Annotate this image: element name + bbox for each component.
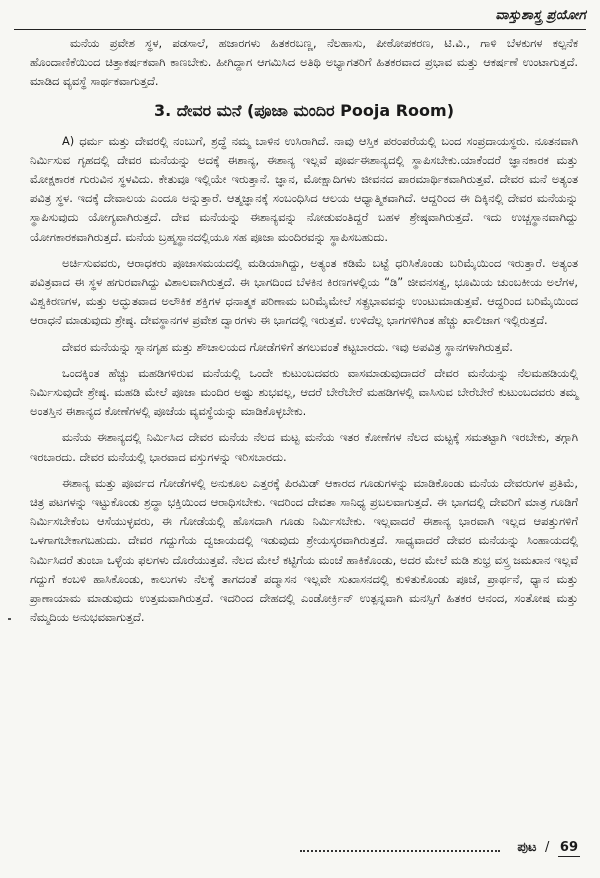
page-body bbox=[30, 34, 578, 634]
paragraph-5: ಮನೆಯ ಈಶಾನ್ಯದಲ್ಲಿ ನಿರ್ಮಿಸಿದ ದೇವರ ಮನೆಯ ನೆಲದ ಮಟ್ಟ ಮನೆಯ ಇತರ ಕೋಣೆಗಳ ನೆಲದ ಮಟ್ಟಕ್ಕೆ ಸಮತಟ್ಟಾಗಿ ಇರಬೇಕು, ತಗ್ಗಾಗಿ ಇರಬಾರದು. ದೇವರ ಮನೆಯಲ್ಲಿ ಭಾರವಾದ ವಸ್ತುಗಳನ್ನು ಇರಿಸಬಾರದು. bbox=[30, 430, 578, 464]
paragraph-intro: ಮನೆಯ ಪ್ರವೇಶ ಸ್ಥಳ, ಪಡಸಾಲೆ, ಹಜಾರಗಳು ಹಿತಕರಬಣ್ಣ, ನೆಲಹಾಸು, ಪೀಠೋಪಕರಣ, ಟಿ.ವಿ., ಗಾಳಿ ಬೆಳಕುಗಳ ಕಲ್ಪನೆಕ ಹೊಂದಾಣಿಕೆಯಿಂದ ಚಿತ್ತಾಕರ್ಷಕವಾಗಿ ಕಾಣಬೇಕು. ಹೀಗಿದ್ದಾಗ ಆಗಮಿಸಿದ ಅತಿಥಿ ಅಭ್ಯಾಗತರಿಗೆ ಹಿತಕರವಾದ ಪ್ರಭಾವ ಮತ್ತು ಆಕರ್ಷಣೆ ಉಂಟಾಗುತ್ತದೆ. ಮಾಡಿದ ವ್ಯವಸ್ಥೆ ಸಾರ್ಥಕವಾಗುತ್ತದೆ. bbox=[30, 36, 578, 89]
page-separator: / bbox=[544, 840, 550, 855]
paragraph-6: ಈಶಾನ್ಯ ಮತ್ತು ಪೂರ್ವದ ಗೋಡೆಗಳಲ್ಲಿ ಅನುಕೂಲ ಎತ್ತರಕ್ಕೆ ಪಿರಮಿಡ್ ಆಕಾರದ ಗೂಡುಗಳನ್ನು ಮಾಡಿಕೊಂಡು ಮನೆಯ ದೇವರುಗಳ ಪ್ರತಿಮೆ, ಚಿತ್ರ ಪಟಗಳನ್ನು ಇಟ್ಟುಕೊಂಡು ಶ್ರದ್ಧಾ ಭಕ್ತಿಯಿಂದ ಆರಾಧಿಸಬೇಕು. ಇದರಿಂದ ದೇವತಾ ಸಾನಿಧ್ಯ ಪ್ರಬಲವಾಗುತ್ತದೆ. ಈ ಭಾಗದಲ್ಲಿ ದೇವರಿಗೆ ಮಾತ್ರ ಗೂಡಿಗೆ ನಿರ್ಮಿಸಬೇಕೆಂಬ ಆಸೆಯುಳ್ಳವರು, ಈ ಗೋಡೆಯಲ್ಲಿ ಹೊಸದಾಗಿ ಗೂಡು ನಿರ್ಮಿಸಬೇಕು. ಇಲ್ಲವಾದರೆ ಈಶಾನ್ಯ ಭಾರವಾಗಿ ಇಲ್ಲದ ಆಪತ್ತುಗಳಿಗೆ ಒಳಗಾಗಬೇಕಾಗಬಹುದು. ದೇವರ ಗದ್ದುಗೆಯ ದ್ವಜಾಯದಲ್ಲಿ ಇಡುವುದು ಶ್ರೇಯಸ್ಕರವಾಗಿರುತ್ತದೆ. ಸಾಧ್ಯವಾದರೆ ದೇವರ ಮನೆಯನ್ನು ಸಿಂಹಾಯದಲ್ಲಿ ನಿರ್ಮಿಸಿದರೆ ತುಂಬಾ ಒಳ್ಳೆಯ ಫಲಗಳು ದೊರೆಯುತ್ತವೆ. ನೆಲದ ಮೇಲೆ ಕಟ್ಟಿಗೆಯ ಮಂಚೆ ಹಾಕಿಕೊಂಡು, ಅದರ ಮೇಲೆ ಮಡಿ ಶುಭ್ರ ವಸ್ತ್ರ ಜಮಖಾನ ಇಲ್ಲವೆ ಗದ್ದುಗೆ ಕಂಬಳಿ ಹಾಸಿಕೊಂಡು, ಕಾಲುಗಳು ನೆಲಕ್ಕೆ ತಾಗದಂತೆ ಪದ್ಮಾಸನ ಇಲ್ಲವೇ ಸುಖಾಸನದಲ್ಲಿ ಕುಳಿತುಕೊಂಡು ಪೂಜೆ, ಪ್ರಾರ್ಥನೆ, ಧ್ಯಾನ ಮತ್ತು ಪ್ರಾಣಾಯಾಮ ಮಾಡುವುದು ಉತ್ತಮವಾಗಿರುತ್ತದೆ. ಇದರಿಂದ ದೇಹದಲ್ಲಿ ಎಂಡೋರ್ಕ್ರಿನ್ ಉತ್ಪನ್ನವಾಗಿ ಮನಸ್ಸಿಗೆ ಹಿತಕರ ಆನಂದ, ಸಂತೋಷ ಮತ್ತು ನೆಮ್ಮದಿಯ ಅನುಭವವಾಗುತ್ತದೆ. bbox=[30, 475, 578, 625]
header-rule bbox=[14, 29, 586, 30]
running-header: ವಾಸ್ತುಶಾಸ್ತ್ರ ಪ್ರಯೋಗ bbox=[495, 8, 586, 23]
section-title: 3. ದೇವರ ಮನೆ (ಪೂಜಾ ಮಂದಿರ Pooja Room) bbox=[153, 100, 455, 120]
margin-mark bbox=[8, 618, 11, 620]
paragraph-3: ದೇವರ ಮನೆಯನ್ನು ಸ್ನಾನಗೃಹ ಮತ್ತು ಶೌಚಾಲಯದ ಗೋಡೆಗಳಿಗೆ ತಗಲುವಂತೆ ಕಟ್ಟಬಾರದು. ಇವು ಅಪವಿತ್ರ ಸ್ಥಾನಗಳಾಗಿರುತ್ತವೆ. bbox=[62, 339, 513, 354]
page-label: ಪುಟ bbox=[517, 840, 537, 855]
paragraph-2: ಅರ್ಚಿಸುವವರು, ಆರಾಧಕರು ಪೂಜಾಸಮಯದಲ್ಲಿ ಮಡಿಯಾಗಿದ್ದು, ಅತ್ಯಂತ ಕಡಿಮೆ ಬಟ್ಟೆ ಧರಿಸಿಕೊಂಡು ಬರಿಮೈಯಿಂದ ಇರುತ್ತಾರೆ. ಅತ್ಯಂತ ಪವಿತ್ರವಾದ ಈ ಸ್ಥಳ ಹಗುರವಾಗಿದ್ದು ವಿಶಾಲವಾಗಿರುತ್ತದೆ. ಈ ಭಾಗದಿಂದ ಬೆಳಕಿನ ಕಿರಣಗಳಲ್ಲಿಯ “ಡಿ” ಜೀವನಸತ್ವ, ಭೂಮಿಯ ಚುಂಬಕೀಯ ಅಲೆಗಳ, ವಿಶ್ವಕಿರಣಗಳ, ಮತ್ತು ಅದ್ಭುತವಾದ ಅಲೌಕಿಕ ಶಕ್ತಿಗಳ ಧನಾತ್ಮಕ ಪರಿಣಾಮ ಬರಿಮೈಮೇಲೆ ಸತ್ಪ್ರಭಾವವನ್ನು ಉಂಟುಮಾಡುತ್ತವೆ. ಆದ್ದರಿಂದ ಬರಿಮೈಯಿಂದ ಆರಾಧನೆ ಮಾಡುವುದು ಶ್ರೇಷ್ಠ. ದೇವಸ್ಥಾನಗಳ ಪ್ರವೇಶ ದ್ವಾರಗಳು ಈ ಭಾಗದಲ್ಲಿ ಇರುತ್ತವೆ. ಉಳಿದೆಲ್ಲ ಭಾಗಗಳಿಗಿಂತ ಹೆಚ್ಚು ಖಾಲಿಜಾಗ ಇಲ್ಲಿರುತ್ತದೆ. bbox=[30, 255, 578, 328]
footer-dotted-rule bbox=[300, 850, 500, 852]
paragraph-1: A) ಧರ್ಮ ಮತ್ತು ದೇವರಲ್ಲಿ ನಂಬುಗೆ, ಶ್ರದ್ಧೆ ನಮ್ಮ ಬಾಳಿನ ಉಸಿರಾಗಿದೆ. ನಾವು ಆಸ್ತಿಕ ಪರಂಪರೆಯಲ್ಲಿ ಬಂದ ಸಂಪ್ರದಾಯಸ್ಥರು. ನೂತನವಾಗಿ ನಿರ್ಮಿಸುವ ಗೃಹದಲ್ಲಿ ದೇವರ ಮನೆಯನ್ನು ಅದಕ್ಕೆ ಈಶಾನ್ಯ, ಈಶಾನ್ಯ ಇಲ್ಲವೆ ಪೂರ್ವಈಶಾನ್ಯದಲ್ಲಿ ಸ್ಥಾಪಿಸಬೇಕು.ಯಾಕೆಂದರೆ ಜ್ಞಾನಕಾರಕ ಮತ್ತು ಮೋಕ್ಷಕಾರಕ ಗುರುವಿನ ಸ್ಥಳವಿದು. ಕೇತುವೂ ಇಲ್ಲಿಯೇ ಇರುತ್ತಾನೆ. ಜ್ಞಾನ, ಮೋಕ್ಷಾದಿಗಳು ಜೀವನದ ಪಾರಮಾರ್ಥಿಕವಾಗಿರುತ್ತವೆ. ದೇವರ ಮನೆ ಅತ್ಯಂತ ಪವಿತ್ರ ಸ್ಥಳ. ಇದಕ್ಕೆ ದೇವಾಲಯ ಎಂದೂ ಅನ್ನುತ್ತಾರೆ. ಆತ್ಮಜ್ಞಾನಕ್ಕೆ ಸಂಬಂಧಿಸಿದ ಆಲಯ ಆಧ್ಯಾತ್ಮಿಕವಾಗಿದೆ. ಆದ್ದರಿಂದ ಈ ದಿಕ್ಕಿನಲ್ಲಿ ದೇವರ ಮನೆಯನ್ನು ಸ್ಥಾಪಿಸುವುದು ಯೋಗ್ಯವಾಗಿರುತ್ತದೆ. ದೇವ ಮನೆಯನ್ನು ಈಶಾನ್ಯವನ್ನು ನೋಡುವಂತಿದ್ದರೆ ಬಹಳ ಶ್ರೇಷ್ಠವಾಗಿರುತ್ತದೆ. ಇದು ಉಚ್ಚಸ್ಥಾನವಾಗಿದ್ದು ಯೋಗಕಾರಕವಾಗಿರುತ್ತದೆ. ಮನೆಯ ಬ್ರಹ್ಮಸ್ಥಾನದಲ್ಲಿಯೂ ಸಹ ಪೂಜಾ ಮಂದಿರವನ್ನು ಸ್ಥಾಪಿಸಬಹುದು. bbox=[30, 133, 578, 244]
paragraph-4: ಒಂದಕ್ಕಿಂತ ಹೆಚ್ಚು ಮಹಡಿಗಳಿರುವ ಮನೆಯಲ್ಲಿ ಒಂದೇ ಕುಟುಂಬದವರು ವಾಸಮಾಡುವುದಾದರೆ ದೇವರ ಮನೆಯನ್ನು ನೆಲಮಹಡಿಯಲ್ಲಿ ನಿರ್ಮಿಸುವುದೇ ಶ್ರೇಷ್ಠ. ಮಹಡಿ ಮೇಲೆ ಪೂಜಾ ಮಂದಿರ ಅಷ್ಟು ಶುಭವಲ್ಲ, ಆದರೆ ಬೇರೆಬೇರೆ ಮಹಡಿಗಳಲ್ಲಿ ವಾಸಿಸುವ ಬೇರೆಬೇರೆ ಕುಟುಂಬದವರು ತಮ್ಮ ಅಂತಸ್ತಿನ ಈಶಾನ್ಯದ ಕೋಣೆಗಳಲ್ಲಿ ಪೂಜೆಯ ವ್ಯವಸ್ಥೆಯನ್ನು ಮಾಡಿಕೊಳ್ಳಬೇಕು. bbox=[30, 365, 578, 419]
page-number: 69 bbox=[559, 840, 578, 855]
page-footer bbox=[517, 840, 580, 855]
